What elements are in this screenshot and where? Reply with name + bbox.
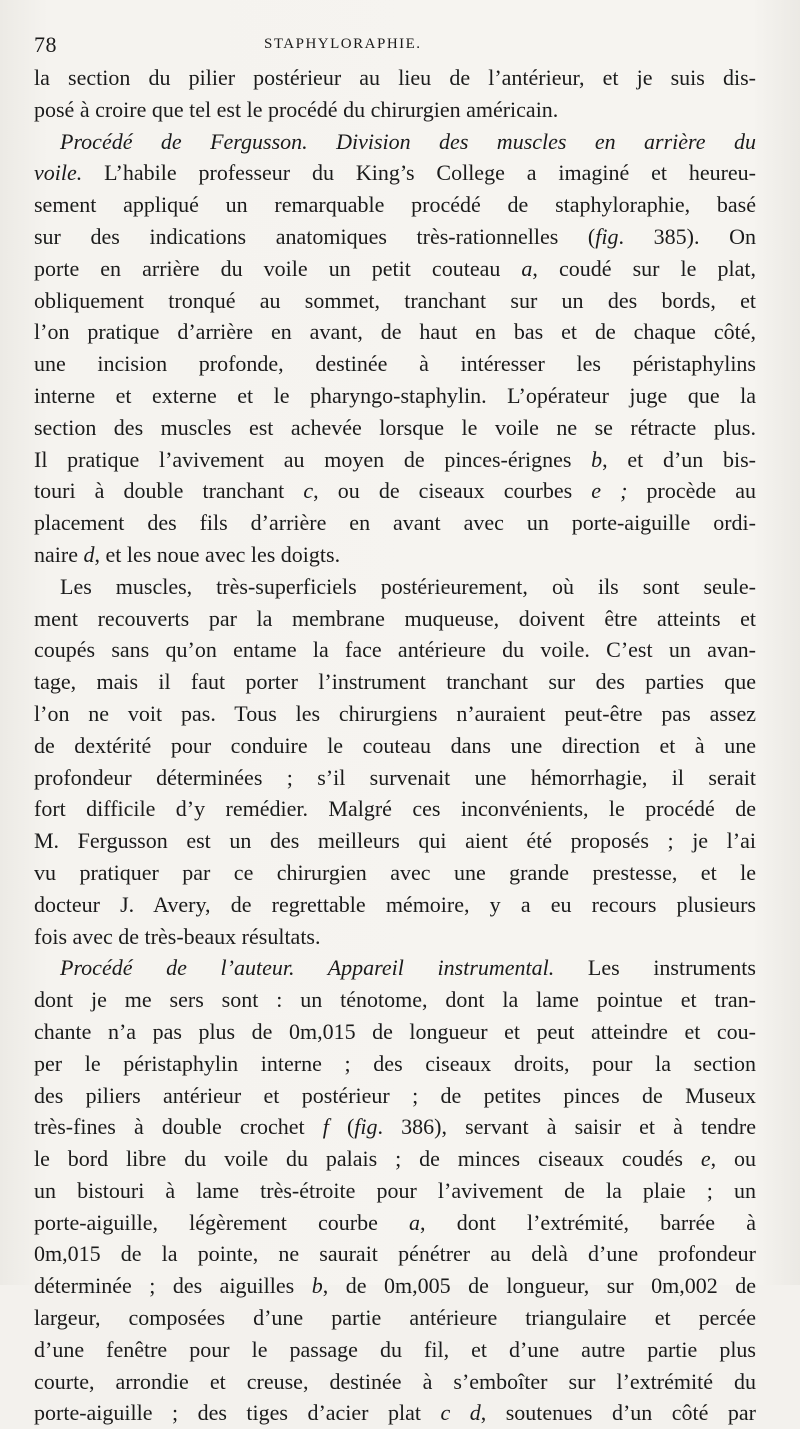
text-span: Les instruments <box>554 955 756 981</box>
text-span: per le péristaphylin interne ; des ciseaux droits, pour la section <box>34 1050 756 1076</box>
text-line <box>34 1270 756 1302</box>
text-line <box>34 793 756 825</box>
italic-text: b <box>591 446 603 472</box>
text-span: dont je me sers sont : un ténotome, dont la lame pointue et tran- <box>34 987 756 1013</box>
italic-text: a <box>521 255 533 281</box>
italic-text: a <box>409 1209 421 1235</box>
italic-text: f <box>322 1114 329 1140</box>
text-line <box>34 889 756 921</box>
text-span: largeur, composées d’une partie antérieure triangulaire et percée <box>34 1305 756 1331</box>
text-line <box>34 221 756 253</box>
text-span: 0m,015 de la pointe, ne saurait pénétrer au delà d’une profondeur <box>34 1241 756 1267</box>
italic-text: Procédé de Fergusson. Division des muscles en arrière du <box>60 128 756 154</box>
text-span: un bistouri à lame très-étroite pour l’avivement de la plaie ; un <box>34 1177 756 1203</box>
text-span: porte en arrière du voile un petit couteau <box>34 255 522 281</box>
text-span: fois avec de très-beaux résultats. <box>34 923 321 949</box>
text-span: ( <box>328 1114 355 1140</box>
text-line <box>34 348 756 380</box>
text-span: vu pratiquer par ce chirurgien avec une grande prestesse, et le <box>34 859 756 885</box>
text-span: placement des fils d’arrière en avant avec un porte-aiguille ordi- <box>34 510 756 536</box>
text-span: tage, mais il faut porter l’instrument tranchant sur des parties que <box>34 669 756 695</box>
page-header <box>34 32 764 60</box>
text-line <box>34 984 756 1016</box>
text-line <box>34 285 756 317</box>
text-line <box>34 316 756 348</box>
text-line <box>34 62 756 94</box>
text-span: très-fines à double crochet <box>34 1114 323 1140</box>
text-line <box>34 380 756 412</box>
text-line <box>34 444 756 476</box>
text-span: naire <box>34 541 84 567</box>
text-span: . 386), servant à saisir et à tendre <box>377 1114 756 1140</box>
text-span: ment recouverts par la membrane muqueuse, doivent être atteints et <box>34 605 756 631</box>
text-line <box>34 1143 756 1175</box>
body-text <box>34 62 756 1429</box>
text-span: , de 0m,005 de longueur, sur 0m,002 de <box>322 1273 756 1299</box>
text-line <box>34 253 756 285</box>
italic-text: fig <box>354 1114 378 1140</box>
italic-text: b <box>311 1273 323 1299</box>
text-line <box>34 475 756 507</box>
text-span: touri à double tranchant <box>34 478 304 504</box>
text-line <box>34 189 756 221</box>
italic-text: c <box>303 478 314 504</box>
text-span: Il pratique l’avivement au moyen de pinces-érignes <box>34 446 592 472</box>
text-line <box>34 1048 756 1080</box>
text-line <box>34 507 756 539</box>
text-line <box>34 1080 756 1112</box>
text-span: procède au <box>627 478 756 504</box>
text-span: déterminée ; des aiguilles <box>34 1273 312 1299</box>
text-line <box>34 730 756 762</box>
text-line <box>34 666 756 698</box>
text-span: , dont l’extrémité, barrée à <box>420 1209 756 1235</box>
text-span: la section du pilier postérieur au lieu de l’antérieur, et je suis dis- <box>34 65 756 90</box>
text-line <box>34 94 756 126</box>
text-span: , coudé sur le plat, <box>532 255 756 281</box>
italic-text: fig <box>595 223 619 249</box>
text-span: posé à croire que tel est le procédé du chirurgien américain. <box>34 96 559 122</box>
text-span: le bord libre du voile du palais ; de minces ciseaux coudés <box>34 1146 701 1172</box>
text-line <box>34 603 756 635</box>
text-span: porte-aiguille, légèrement courbe <box>34 1209 410 1235</box>
text-line <box>34 412 756 444</box>
text-span: des piliers antérieur et postérieur ; de petites pinces de Museux <box>34 1082 756 1108</box>
text-line <box>34 1238 756 1270</box>
text-line <box>34 157 756 189</box>
italic-text: d <box>83 541 95 567</box>
text-line <box>34 126 756 158</box>
italic-text: c d <box>440 1400 481 1426</box>
text-line <box>34 1397 756 1429</box>
text-line <box>34 539 756 571</box>
text-span: L’habile professeur du King’s College a imaginé et heureu- <box>82 160 756 186</box>
text-span: coupés sans qu’on entame la face antérieure du voile. C’est un avan- <box>34 637 756 663</box>
text-line <box>34 1207 756 1239</box>
text-line <box>34 1366 756 1398</box>
text-span: profondeur déterminées ; s’il survenait une hémorrhagie, il serait <box>34 764 756 790</box>
text-span: sur des indications anatomiques très-rationnelles ( <box>34 223 596 249</box>
text-span: obliquement tronqué au sommet, tranchant sur un des bords, et <box>34 287 756 313</box>
text-line <box>34 921 756 953</box>
text-span: . 385). On <box>618 223 756 249</box>
text-span: docteur J. Avery, de regrettable mémoire, y a eu recours plusieurs <box>34 891 756 917</box>
text-span: , et les noue avec les doigts. <box>94 541 341 567</box>
text-span: porte-aiguille ; des tiges d’acier plat <box>34 1400 441 1426</box>
text-span: , ou <box>710 1146 756 1172</box>
running-head: STAPHYLORAPHIE. <box>264 36 422 52</box>
text-line <box>34 825 756 857</box>
text-line <box>34 762 756 794</box>
text-line <box>34 1016 756 1048</box>
italic-text: voile. <box>34 160 83 186</box>
text-span: fort difficile d’y remédier. Malgré ces inconvénients, le procédé de <box>34 796 756 822</box>
text-span: , et d’un bis- <box>602 446 756 472</box>
text-line <box>34 1302 756 1334</box>
text-span: interne et externe et le pharyngo-staphylin. L’opérateur juge que la <box>34 382 756 408</box>
text-line <box>34 571 756 603</box>
text-line <box>34 1334 756 1366</box>
italic-text: Procédé de l’auteur. Appareil instrumental. <box>60 955 555 981</box>
text-span: l’on ne voit pas. Tous les chirurgiens n’auraient peut-être pas assez <box>34 700 756 726</box>
text-span: Les muscles, très-superficiels postérieurement, où ils sont seule- <box>60 573 756 599</box>
text-line <box>34 857 756 889</box>
text-line <box>34 952 756 984</box>
text-span: , ou de ciseaux courbes <box>313 478 592 504</box>
text-span: d’une fenêtre pour le passage du fil, et d’une autre partie plus <box>34 1336 756 1362</box>
italic-text: e <box>700 1146 711 1172</box>
text-line <box>34 634 756 666</box>
text-span: chante n’a pas plus de 0m,015 de longueur et peut atteindre et cou- <box>34 1018 756 1044</box>
text-span: l’on pratique d’arrière en avant, de haut en bas et de chaque côté, <box>34 319 756 345</box>
text-line <box>34 1175 756 1207</box>
text-span: courte, arrondie et creuse, destinée à s’emboîter sur l’extrémité du <box>34 1368 756 1394</box>
italic-text: e ; <box>591 478 628 504</box>
text-span: M. Fergusson est un des meilleurs qui aient été proposés ; je l’ai <box>34 828 756 854</box>
text-line <box>34 698 756 730</box>
text-span: sement appliqué un remarquable procédé de staphyloraphie, basé <box>34 192 756 218</box>
text-span: , soutenues d’un côté par <box>480 1400 756 1426</box>
text-line <box>34 1111 756 1143</box>
text-span: une incision profonde, destinée à intéresser les péristaphylins <box>34 351 756 377</box>
page-number: 78 <box>34 32 57 57</box>
text-span: de dextérité pour conduire le couteau dans une direction et à une <box>34 732 756 758</box>
text-span: section des muscles est achevée lorsque le voile ne se rétracte plus. <box>34 414 756 440</box>
